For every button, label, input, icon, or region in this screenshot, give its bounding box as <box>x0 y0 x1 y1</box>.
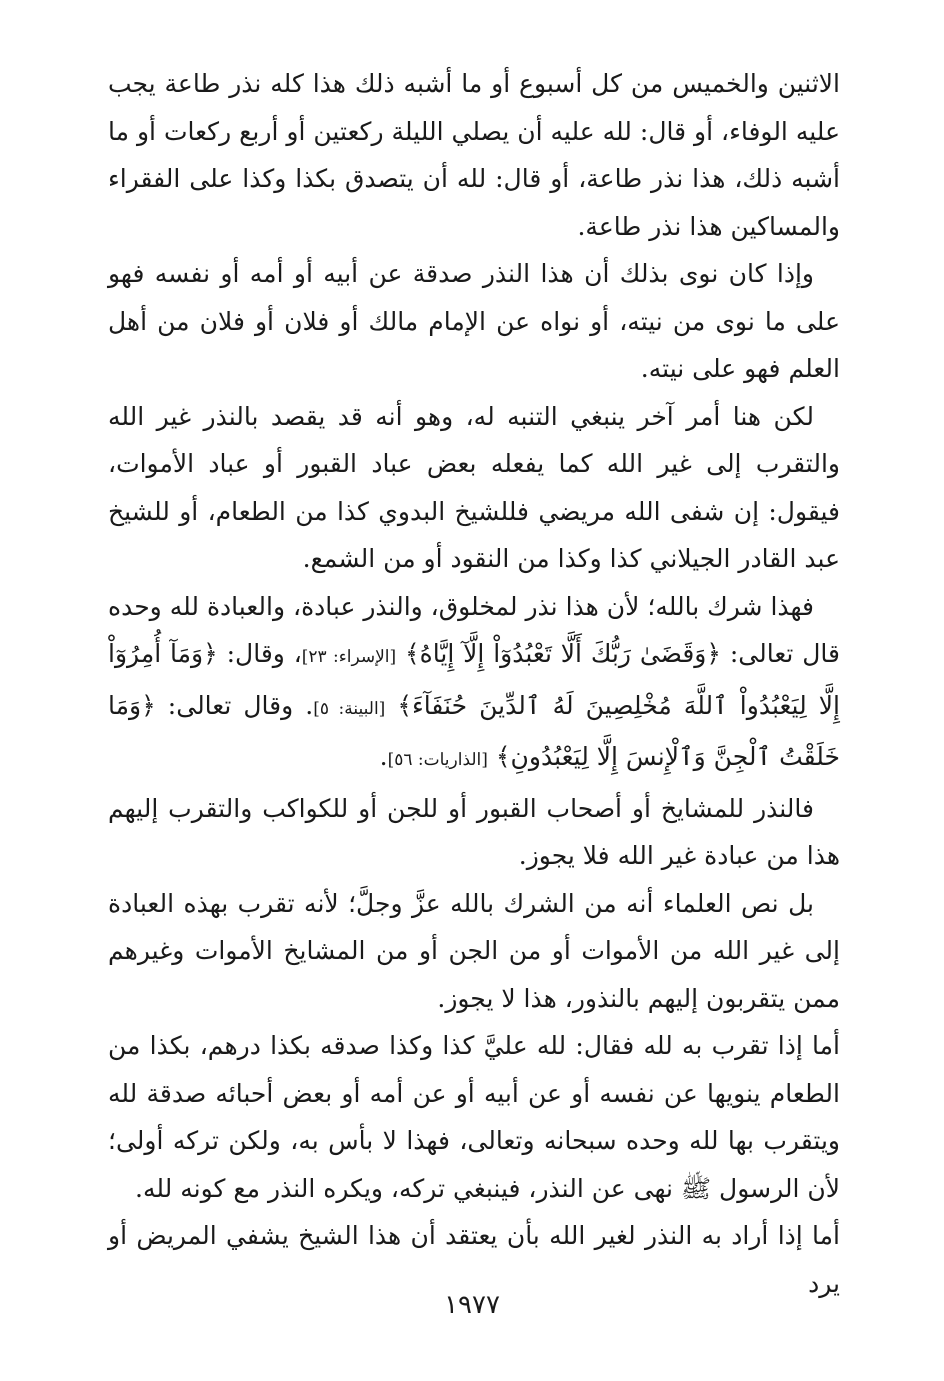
quran-verse-bayyina: ﴿وَمَآ أُمِرُوٓاْ إِلَّا لِيَعْبُدُواْ ٱللَّهَ مُخْلِصِينَ لَهُ ٱلدِّينَ حُنَفَآءَ﴾ <box>108 639 840 720</box>
page-body <box>108 60 840 1307</box>
verse-reference-isra: [الإسراء: ٢٣] <box>301 647 397 667</box>
paragraph-8: أما إذا أراد به النذر لغير الله بأن يعتقد أن هذا الشيخ يشفي المريض أو يرد <box>108 1221 840 1298</box>
paragraph-3: لكن هنا أمر آخر ينبغي التنبه له، وهو أنه قد يقصد بالنذر غير الله والتقرب إلى غير الله كما يفعله بعض عباد القبور أو عباد الأموات، فيقول: إن شفى الله مريضي فللشيخ البدوي كذا من الطعام، أو للشيخ عبد القادر الجيلاني كذا وكذا من النقود أو من الشمع. <box>108 401 840 573</box>
paragraph-1: الاثنين والخميس من كل أسبوع أو ما أشبه ذلك هذا كله نذر طاعة يجب عليه الوفاء، أو قال: لله عليه أن يصلي الليلة ركعتين أو أربع ركعات أو ما أشبه ذلك، هذا نذر طاعة، أو قال: لله أن يتصدق بكذا وكذا على الفقراء والمساكين هذا نذر طاعة. <box>108 69 840 241</box>
verse-reference-dhariyat: [الذاريات: ٥٦] <box>387 750 488 770</box>
page-number: ١٩٧٧ <box>444 1290 500 1320</box>
paragraph-4-mid-2: . وقال تعالى: <box>155 690 314 720</box>
paragraph-4-end: . <box>379 742 388 771</box>
paragraph-5: فالنذر للمشايخ أو أصحاب القبور أو للجن أو للكواكب والتقرب إليهم هذا من عبادة غير الله فلا يجوز. <box>108 793 840 870</box>
paragraph-4-intro: فهذا شرك بالله؛ لأن هذا نذر لمخلوق، والنذر عبادة، والعبادة لله وحده قال تعالى: <box>108 591 840 668</box>
quran-verse-isra: ﴿وَقَضَىٰ رَبُّكَ أَلَّا تَعْبُدُوٓاْ إِلَّآ إِيَّاهُ﴾ <box>405 639 722 668</box>
paragraph-6: بل نص العلماء أنه من الشرك بالله عزَّ وجلَّ؛ لأنه تقرب بهذه العبادة إلى غير الله من الأموات أو من الجن أو من المشايخ الأموات وغيرهم ممن يتقربون إليهم بالنذور، هذا لا يجوز. <box>108 888 840 1013</box>
verse-reference-bayyina: [البينة: ٥] <box>313 698 386 719</box>
paragraph-2: وإذا كان نوى بذلك أن هذا النذر صدقة عن أبيه أو أمه أو نفسه فهو على ما نوى من نيته، أو نواه عن الإمام مالك أو فلان أو فلان من أهل العلم فهو على نيته. <box>108 259 840 383</box>
paragraph-7: أما إذا تقرب به لله فقال: لله عليَّ كذا وكذا صدقه بكذا درهم، بكذا من الطعام ينويها عن نفسه أو عن أبيه أو عن أمه أو بعض أحبائه صدقة لله ويتقرب بها لله وحده سبحانه وتعالى، فهذا لا بأس به، ولكن تركه أولى؛ لأن الرسول ﷺ نهى عن النذر، فينبغي تركه، ويكره النذر مع كونه لله. <box>108 1031 840 1203</box>
paragraph-4 <box>108 583 840 785</box>
quran-verse-dhariyat: ﴿وَمَا خَلَقْتُ ٱلْجِنَّ وَٱلْإِنسَ إِلَّا لِيَعْبُدُونِ﴾ <box>108 690 840 771</box>
paragraph-4-mid-1: ، وقال: <box>217 639 302 668</box>
